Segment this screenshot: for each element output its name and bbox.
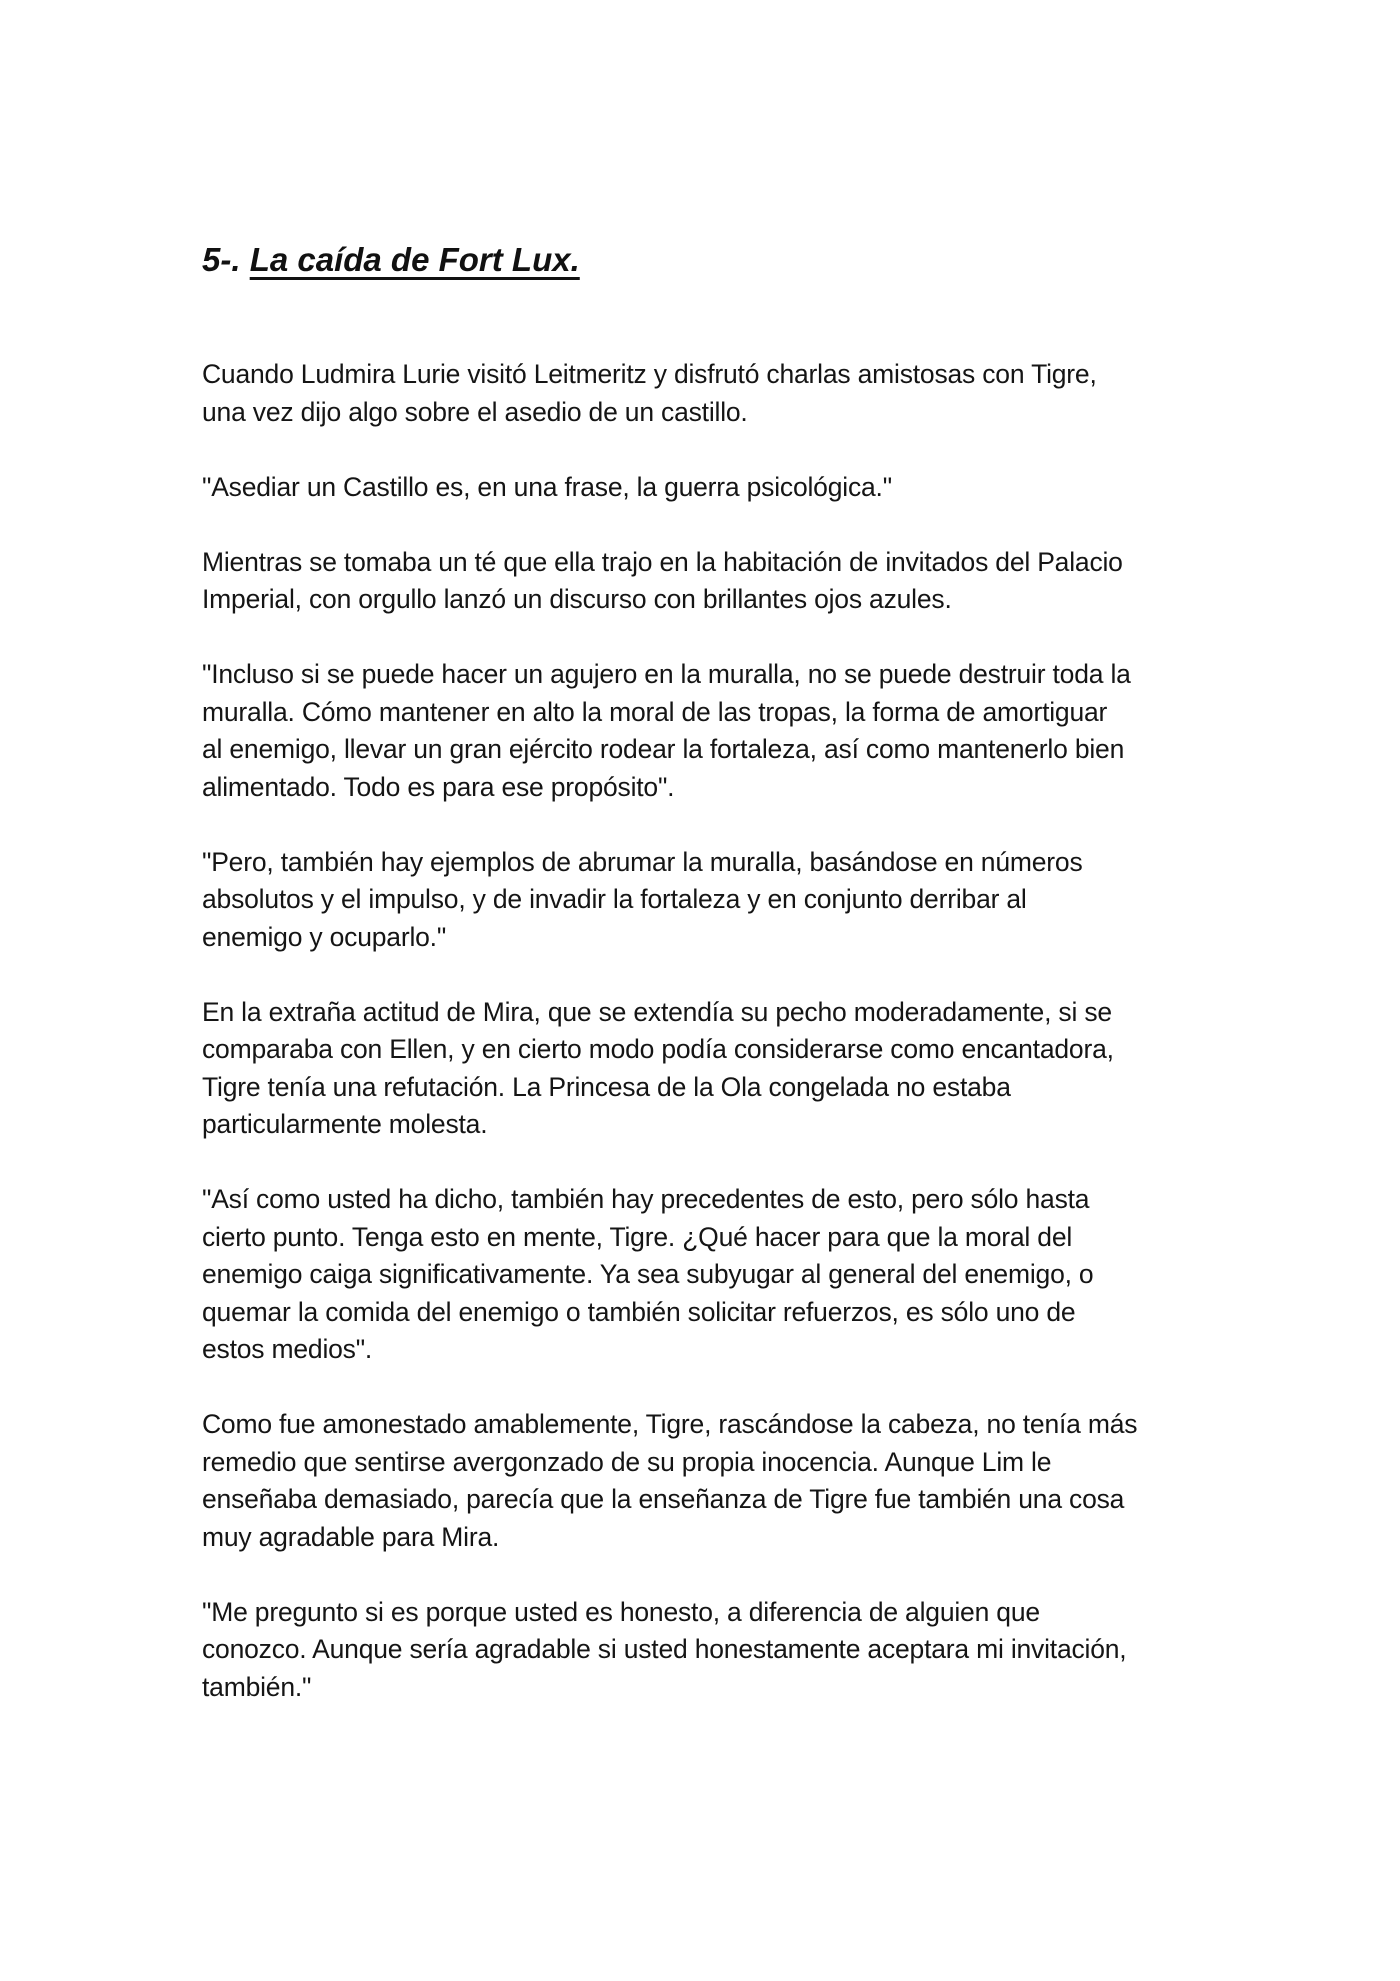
text-line: Mientras se tomaba un té que ella trajo en la habitación de invitados del Palacio	[202, 546, 1123, 577]
text-line: "Incluso si se puede hacer un agujero en la muralla, no se puede destruir toda la	[202, 659, 1131, 689]
text-line: Cuando Ludmira Lurie visitó Leitmeritz y disfrutó charlas amistosas con Tigre,	[202, 359, 1097, 389]
text-line: absolutos y el impulso, y de invadir la fortaleza y en conjunto derribar al	[202, 884, 1027, 914]
text-line: muralla. Cómo mantener en alto la moral de las tropas, la forma de amortiguar	[202, 696, 1108, 727]
paragraph	[202, 356, 1212, 431]
chapter-heading	[202, 234, 580, 286]
text-line: conozco. Aunque sería agradable si usted honestamente aceptara mi invitación,	[202, 1634, 1127, 1664]
text-line: al enemigo, llevar un gran ejército rodear la fortaleza, así como mantenerlo bien	[202, 734, 1125, 764]
text-line: enseñaba demasiado, parecía que la enseñanza de Tigre fue también una cosa	[202, 1484, 1125, 1514]
text-line: muy agradable para Mira.	[202, 1521, 500, 1552]
text-line: estos medios".	[202, 1334, 373, 1364]
text-line: "Asediar un Castillo es, en una frase, la guerra psicológica."	[202, 471, 892, 502]
text-line: quemar la comida del enemigo o también solicitar refuerzos, es sólo uno de	[202, 1296, 1076, 1327]
body-text	[202, 356, 1212, 1744]
paragraph	[202, 469, 1212, 507]
text-line: Imperial, con orgullo lanzó un discurso con brillantes ojos azules.	[202, 584, 952, 614]
text-line: En la extraña actitud de Mira, que se extendía su pecho moderadamente, si se	[202, 996, 1112, 1027]
chapter-number: 5-.	[202, 241, 241, 278]
text-line: particularmente molesta.	[202, 1109, 488, 1139]
paragraph	[202, 1181, 1212, 1369]
text-line: Tigre tenía una refutación. La Princesa de la Ola congelada no estaba	[202, 1071, 1011, 1102]
text-line: "Me pregunto si es porque usted es honesto, a diferencia de alguien que	[202, 1596, 1040, 1627]
paragraph	[202, 1594, 1212, 1707]
text-line: también."	[202, 1671, 312, 1702]
text-line: comparaba con Ellen, y en cierto modo podía considerarse como encantadora,	[202, 1034, 1114, 1064]
text-line: enemigo caiga significativamente. Ya sea subyugar al general del enemigo, o	[202, 1259, 1094, 1289]
paragraph	[202, 544, 1212, 619]
text-line: cierto punto. Tenga esto en mente, Tigre. ¿Qué hacer para que la moral del	[202, 1221, 1073, 1252]
paragraph	[202, 1406, 1212, 1556]
paragraph	[202, 844, 1212, 957]
paragraph	[202, 994, 1212, 1144]
text-line: "Así como usted ha dicho, también hay precedentes de esto, pero sólo hasta	[202, 1184, 1090, 1214]
text-line: una vez dijo algo sobre el asedio de un castillo.	[202, 396, 748, 427]
text-line: remedio que sentirse avergonzado de su propia inocencia. Aunque Lim le	[202, 1446, 1052, 1477]
paragraph	[202, 656, 1212, 806]
text-line: "Pero, también hay ejemplos de abrumar la muralla, basándose en números	[202, 846, 1083, 877]
text-line: alimentado. Todo es para ese propósito".	[202, 771, 675, 802]
chapter-title: La caída de Fort Lux.	[249, 241, 580, 278]
text-line: enemigo y ocuparlo."	[202, 921, 447, 952]
text-line: Como fue amonestado amablemente, Tigre, rascándose la cabeza, no tenía más	[202, 1409, 1138, 1439]
